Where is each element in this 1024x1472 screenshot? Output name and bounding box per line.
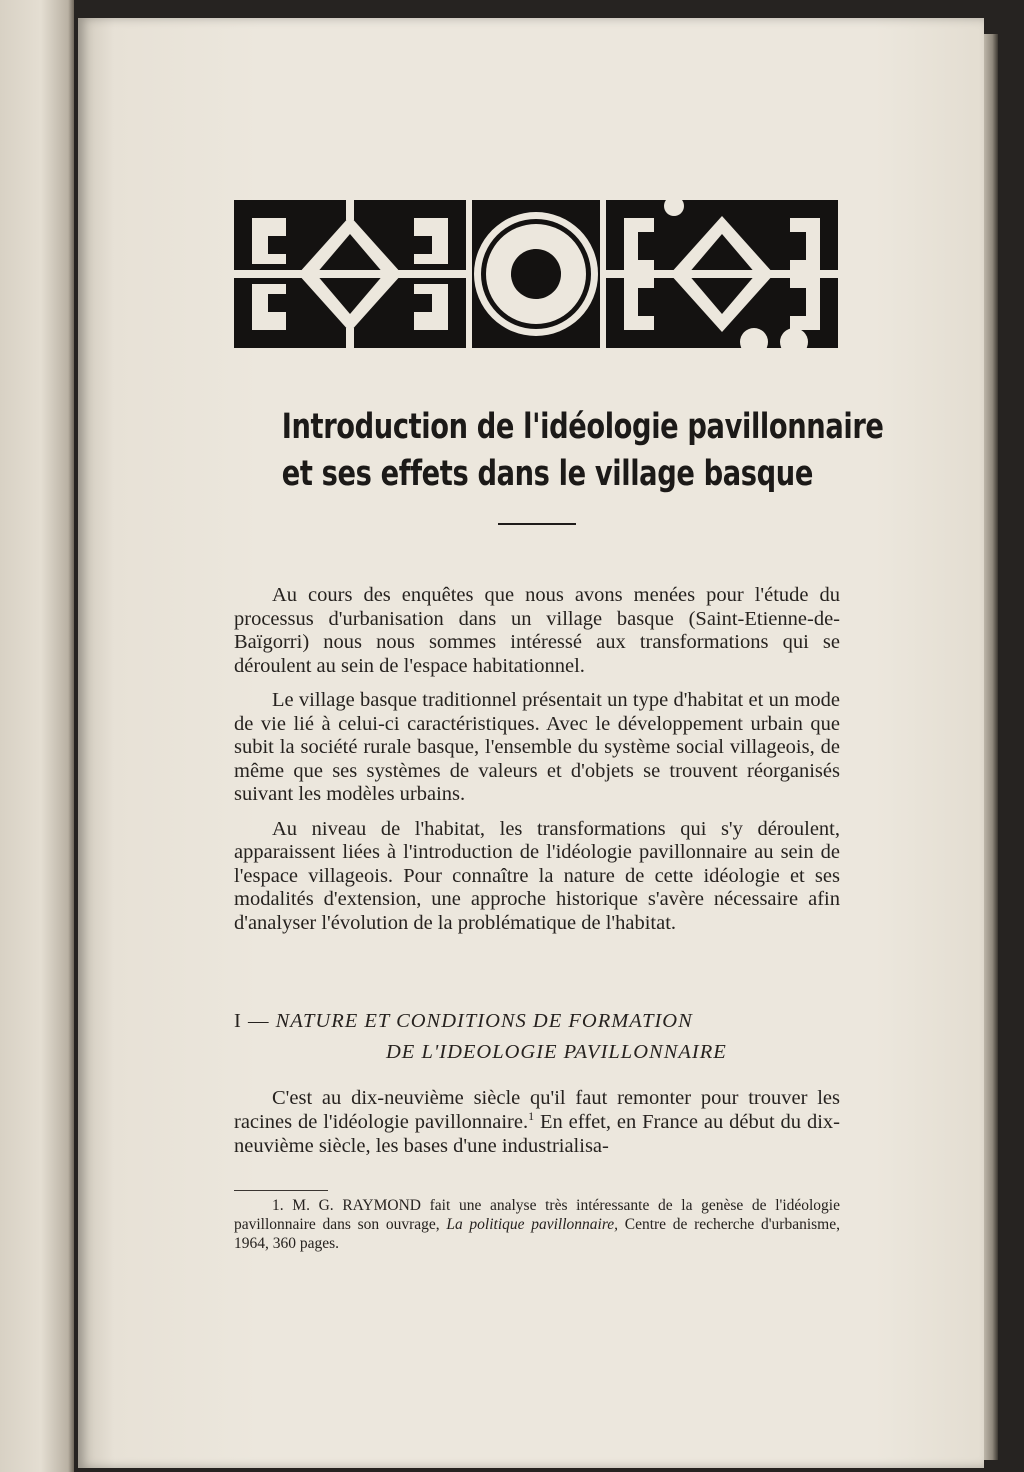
section-title-part-1: NATURE ET CONDITIONS DE FORMATION	[275, 1010, 693, 1032]
section-body	[234, 1086, 840, 1158]
section-heading-line-1	[234, 1006, 840, 1037]
intro-paragraph-2: Le village basque traditionnel présentait un type d'habitat et un mode de vie lié à celui-ci caractéristiques. Avec le développement urbain que subit la société rurale basque, l'ensemble du système social villageois, de même que ses systèmes de valeurs et d'objets se trouvent réorganisés suivant les modèles urbains.	[234, 689, 840, 805]
title-line-1: Introduction de l'idéologie pavillonnaire	[281, 407, 884, 447]
section-numeral: I —	[234, 1010, 270, 1032]
section-paragraph	[234, 1086, 840, 1158]
section-text-start: C'est au dix-neuvième siècle qu'il faut remonter pour trouver les racines de l'idéologie pavillonnaire.	[234, 1087, 840, 1133]
page-thickness-edge	[984, 34, 998, 1460]
title-line-2: et ses effets dans le village basque	[281, 454, 813, 494]
footnote-text-start: 1. M. G. RAYMOND fait une analyse très intéressante de la genèse de l'idéologie pavillonnaire dans son ouvrage,	[234, 1197, 840, 1233]
section-text-end: En effet, en France au début du dix-neuvième siècle, les bases d'une industrialisa-	[234, 1111, 840, 1157]
intro-paragraph-1: Au cours des enquêtes que nous avons menées pour l'étude du processus d'urbanisation dans un village basque (Saint-Etienne-de-Baïgorri) nous nous sommes intéressé aux transformations qui se déroulent au sein de l'espace habitationnel.	[234, 584, 840, 677]
ornament-right-panel	[606, 200, 838, 348]
section-title-part-2: DE L'IDEOLOGIE PAVILLONNAIRE	[386, 1041, 727, 1063]
left-page-edge	[0, 0, 74, 1472]
section-heading	[234, 1006, 840, 1068]
ornament-left-panel	[234, 200, 466, 348]
footnote-marker: 1	[528, 1109, 535, 1124]
title-divider	[498, 523, 576, 525]
footnote-text-end: Centre de recherche d'urbanisme, 1964, 360 pages.	[234, 1216, 840, 1252]
footnote	[234, 1196, 840, 1253]
lauburu-icon	[472, 200, 600, 348]
footnote-text	[234, 1196, 840, 1253]
article-title	[281, 404, 884, 498]
intro-text	[234, 584, 840, 946]
footnote-book-title: La politique pavillonnaire,	[446, 1216, 619, 1233]
basque-ornament-icon	[234, 200, 838, 348]
section-heading-line-2	[234, 1037, 840, 1068]
intro-paragraph-3: Au niveau de l'habitat, les transformations qui s'y déroulent, apparaissent liées à l'introduction de l'idéologie pavillonnaire au sein de l'espace villageois. Pour connaître la nature de cette idéologie et ses modalités d'extension, une approche historique s'avère nécessaire afin d'analyser l'évolution de la problématique de l'habitat.	[234, 817, 840, 934]
footnote-divider	[234, 1190, 328, 1191]
